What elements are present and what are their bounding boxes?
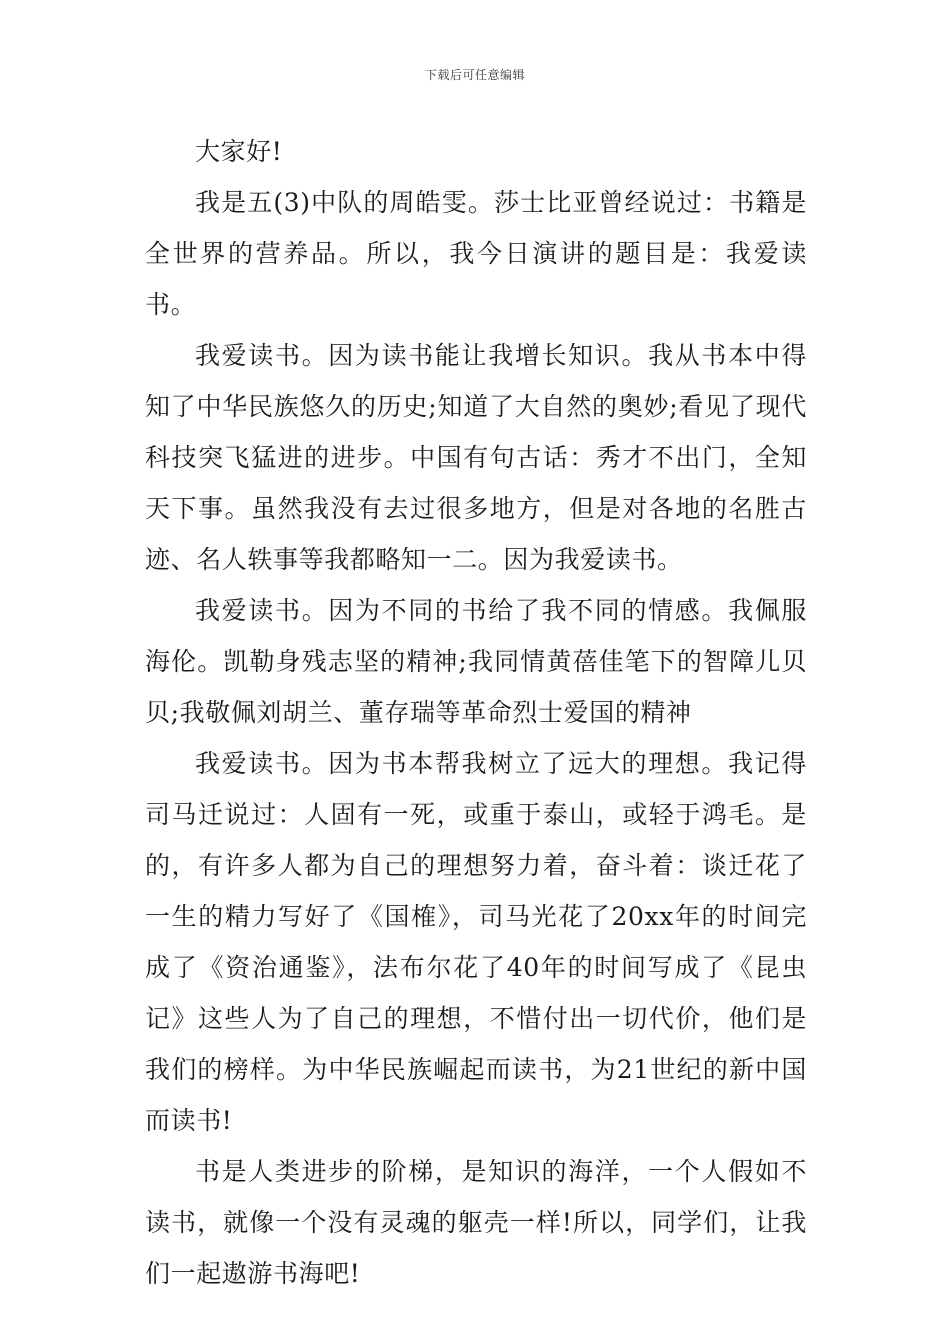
paragraph-emotion: 我爱读书。因为不同的书给了我不同的情感。我佩服海伦。凯勒身残志坚的精神;我同情黄蓓佳笔下的智障儿贝贝;我敬佩刘胡兰、董存瑞等革命烈士爱国的精神: [145, 596, 807, 727]
page-header: 下载后可任意编辑: [424, 68, 525, 82]
paragraph-conclusion: 书是人类进步的阶梯，是知识的海洋，一个人假如不读书，就像一个没有灵魂的躯壳一样!所以，同学们，让我们一起遨游书海吧!: [145, 1157, 807, 1288]
paragraph-ideals: 我爱读书。因为书本帮我树立了远大的理想。我记得司马迁说过：人固有一死，或重于泰山，或轻于鸿毛。是的，有许多人都为自己的理想努力着，奋斗着：谈迁花了一生的精力写好了《国榷》，司马光花了20xx年的时间完成了《资治通鉴》，法布尔花了40年的时间写成了《昆虫记》这些人为了自己的理想，不惜付出一切代价，他们是我们的榜样。为中华民族崛起而读书，为21世纪的新中国而读书!: [145, 749, 807, 1135]
paragraph-greeting: 大家好!: [195, 137, 283, 166]
document-body: [145, 126, 807, 1299]
paragraph-intro: 我是五(3)中队的周皓雯。莎士比亚曾经说过：书籍是全世界的营养品。所以，我今日演讲的题目是：我爱读书。: [145, 188, 807, 319]
paragraph-knowledge: 我爱读书。因为读书能让我增长知识。我从书本中得知了中华民族悠久的历史;知道了大自然的奥妙;看见了现代科技突飞猛进的进步。中国有句古话：秀才不出门，全知天下事。虽然我没有去过很多地方，但是对各地的名胜古迹、名人轶事等我都略知一二。因为我爱读书。: [145, 341, 807, 574]
